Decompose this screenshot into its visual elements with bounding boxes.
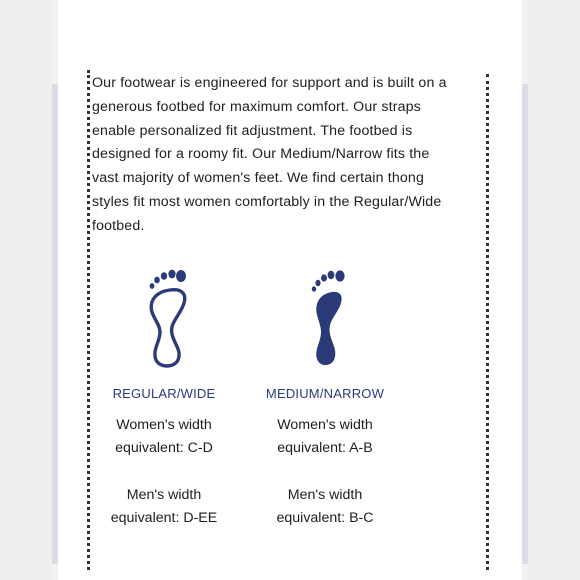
foot-outline-icon bbox=[140, 268, 196, 370]
left-edge-bar bbox=[52, 84, 58, 564]
foot-solid-icon bbox=[300, 268, 356, 370]
mens-width-value: equivalent: B-C bbox=[276, 510, 374, 526]
paragraph-line: generous footbed for maximum comfort. Our straps bbox=[92, 98, 421, 115]
womens-width-medium-narrow bbox=[255, 414, 395, 460]
right-edge-bar bbox=[522, 84, 528, 564]
womens-width-label: Women's width bbox=[277, 417, 373, 433]
right-margin bbox=[528, 0, 580, 580]
fit-description-paragraph bbox=[92, 72, 482, 239]
right-dotted-border bbox=[486, 74, 489, 570]
mens-width-label: Men's width bbox=[126, 487, 202, 503]
paragraph-line: Our footwear is engineered for support and is built on a bbox=[92, 75, 447, 91]
mens-width-medium-narrow bbox=[255, 484, 395, 530]
fit-title-regular-wide: REGULAR/WIDE bbox=[112, 386, 216, 401]
womens-width-regular-wide bbox=[94, 414, 234, 460]
left-dotted-border bbox=[87, 70, 90, 570]
womens-width-value: equivalent: A-B bbox=[277, 440, 373, 456]
paragraph-line: footbed. bbox=[92, 217, 145, 234]
paragraph-line: enable personalized fit adjustment. The footbed is bbox=[92, 122, 413, 139]
paragraph-line: designed for a roomy fit. Our Medium/Narrow fits the bbox=[92, 146, 430, 163]
womens-width-label: Women's width bbox=[116, 417, 212, 433]
womens-width-value: equivalent: C-D bbox=[115, 440, 213, 456]
paragraph-line: styles fit most women comfortably in the Regular/Wide bbox=[92, 193, 442, 210]
mens-width-regular-wide bbox=[94, 484, 234, 530]
fit-title-medium-narrow: MEDIUM/NARROW bbox=[265, 386, 385, 401]
mens-width-label: Men's width bbox=[287, 487, 363, 503]
mens-width-value: equivalent: D-EE bbox=[110, 510, 218, 526]
paragraph-line: vast majority of women's feet. We find certain thong bbox=[92, 170, 424, 187]
left-margin bbox=[0, 0, 52, 580]
